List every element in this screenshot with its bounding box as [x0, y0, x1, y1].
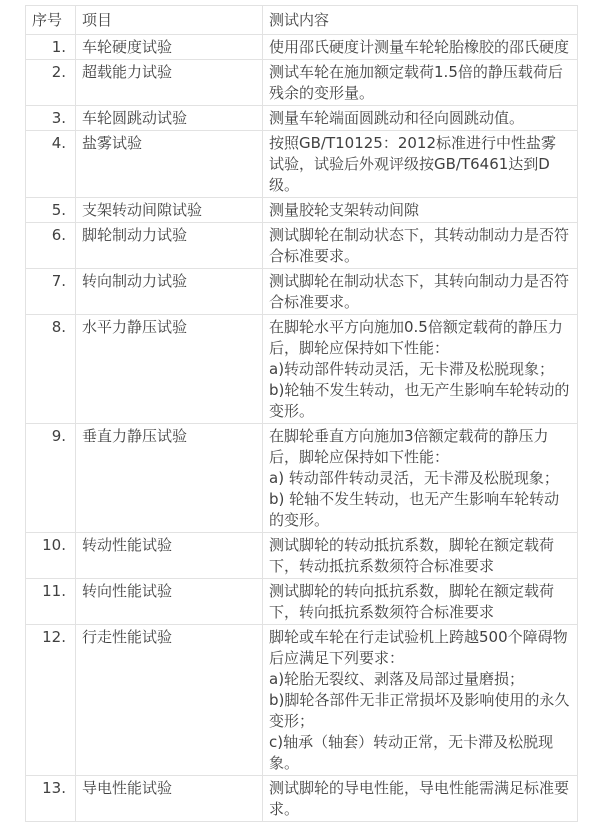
content-line: b)脚轮各部件无非正常损坏及影响使用的永久变形； [269, 691, 570, 730]
content-line: a)转动部件转动灵活，无卡滞及松脱现象； [269, 360, 555, 378]
content-line: a)轮胎无裂纹、剥落及局部过量磨损； [269, 670, 525, 688]
row-content-cell [263, 131, 578, 198]
row-number-cell: 12. [26, 625, 76, 776]
row-item-cell: 支架转动间隙试验 [76, 198, 263, 223]
content-line: 测试脚轮在制动状态下，其转动制动力是否符合标准要求。 [269, 226, 570, 265]
row-item-cell: 超载能力试验 [76, 60, 263, 106]
header-row [26, 6, 578, 35]
row-content-cell [263, 35, 578, 60]
row-content-cell [263, 269, 578, 315]
row-number-cell: 13. [26, 776, 76, 822]
content-line: 使用邵氏硬度计测量车轮轮胎橡胶的邵氏硬度 [269, 38, 570, 56]
row-item-cell: 水平力静压试验 [76, 315, 263, 424]
row-number-cell: 8. [26, 315, 76, 424]
row-item-cell: 转向制动力试验 [76, 269, 263, 315]
table-row [26, 198, 578, 223]
row-number-cell: 6. [26, 223, 76, 269]
row-item-cell: 转动性能试验 [76, 533, 263, 579]
row-content-cell [263, 776, 578, 822]
test-spec-table [25, 5, 578, 822]
table-row [26, 315, 578, 424]
content-line: 测试脚轮的导电性能，导电性能需满足标准要求。 [269, 779, 570, 818]
row-item-cell: 车轮圆跳动试验 [76, 106, 263, 131]
row-number-cell: 10. [26, 533, 76, 579]
table-row [26, 625, 578, 776]
row-content-cell [263, 424, 578, 533]
content-line: b)轮轴不发生转动，也无产生影响车轮转动的变形。 [269, 381, 570, 420]
row-content-cell [263, 625, 578, 776]
content-line: 按照GB/T10125：2012标准进行中性盐雾试验，试验后外观评级按GB/T6461达到D级。 [269, 134, 557, 194]
header-cell-item: 项目 [76, 6, 263, 35]
row-number-cell: 2. [26, 60, 76, 106]
content-line: b) 轮轴不发生转动，也无产生影响车轮转动的变形。 [269, 490, 560, 529]
table-row [26, 106, 578, 131]
row-content-cell [263, 198, 578, 223]
content-line: 在脚轮垂直方向施加3倍额定载荷的静压力后，脚轮应保持如下性能： [269, 427, 549, 466]
table-row [26, 131, 578, 198]
content-line: 测试车轮在施加额定载荷1.5倍的静压载荷后残余的变形量。 [269, 63, 563, 102]
row-content-cell [263, 223, 578, 269]
row-number-cell: 1. [26, 35, 76, 60]
content-line: 测试脚轮的转向抵抗系数，脚轮在额定载荷下，转向抵抗系数须符合标准要求 [269, 582, 555, 621]
content-line: 脚轮或车轮在行走试验机上跨越500个障碍物后应满足下列要求： [269, 628, 568, 667]
table-row [26, 533, 578, 579]
row-content-cell [263, 579, 578, 625]
table-row [26, 35, 578, 60]
row-item-cell: 脚轮制动力试验 [76, 223, 263, 269]
row-item-cell: 行走性能试验 [76, 625, 263, 776]
content-line: c)轴承（轴套）转动正常，无卡滞及松脱现象。 [269, 733, 554, 772]
row-item-cell: 垂直力静压试验 [76, 424, 263, 533]
row-item-cell: 导电性能试验 [76, 776, 263, 822]
row-number-cell: 7. [26, 269, 76, 315]
table-body [26, 35, 578, 822]
row-number-cell: 9. [26, 424, 76, 533]
table-row [26, 223, 578, 269]
content-line: 测量胶轮支架转动间隙 [269, 201, 420, 219]
header-cell-number: 序号 [26, 6, 76, 35]
table-row [26, 60, 578, 106]
table-row [26, 579, 578, 625]
content-line: 在脚轮水平方向施加0.5倍额定载荷的静压力后，脚轮应保持如下性能： [269, 318, 563, 357]
table-row [26, 269, 578, 315]
table-row [26, 776, 578, 822]
content-line: a) 转动部件转动灵活，无卡滞及松脱现象； [269, 469, 559, 487]
row-number-cell: 3. [26, 106, 76, 131]
header-cell-content: 测试内容 [263, 6, 578, 35]
row-number-cell: 5. [26, 198, 76, 223]
row-item-cell: 盐雾试验 [76, 131, 263, 198]
row-item-cell: 车轮硬度试验 [76, 35, 263, 60]
content-line: 测量车轮端面圆跳动和径向圆跳动值。 [269, 109, 525, 127]
row-number-cell: 11. [26, 579, 76, 625]
table-row [26, 424, 578, 533]
table-header [26, 6, 578, 35]
row-item-cell: 转向性能试验 [76, 579, 263, 625]
content-line: 测试脚轮在制动状态下，其转向制动力是否符合标准要求。 [269, 272, 570, 311]
row-content-cell [263, 533, 578, 579]
row-number-cell: 4. [26, 131, 76, 198]
row-content-cell [263, 315, 578, 424]
row-content-cell [263, 60, 578, 106]
row-content-cell [263, 106, 578, 131]
content-line: 测试脚轮的转动抵抗系数，脚轮在额定载荷下，转动抵抗系数须符合标准要求 [269, 536, 555, 575]
